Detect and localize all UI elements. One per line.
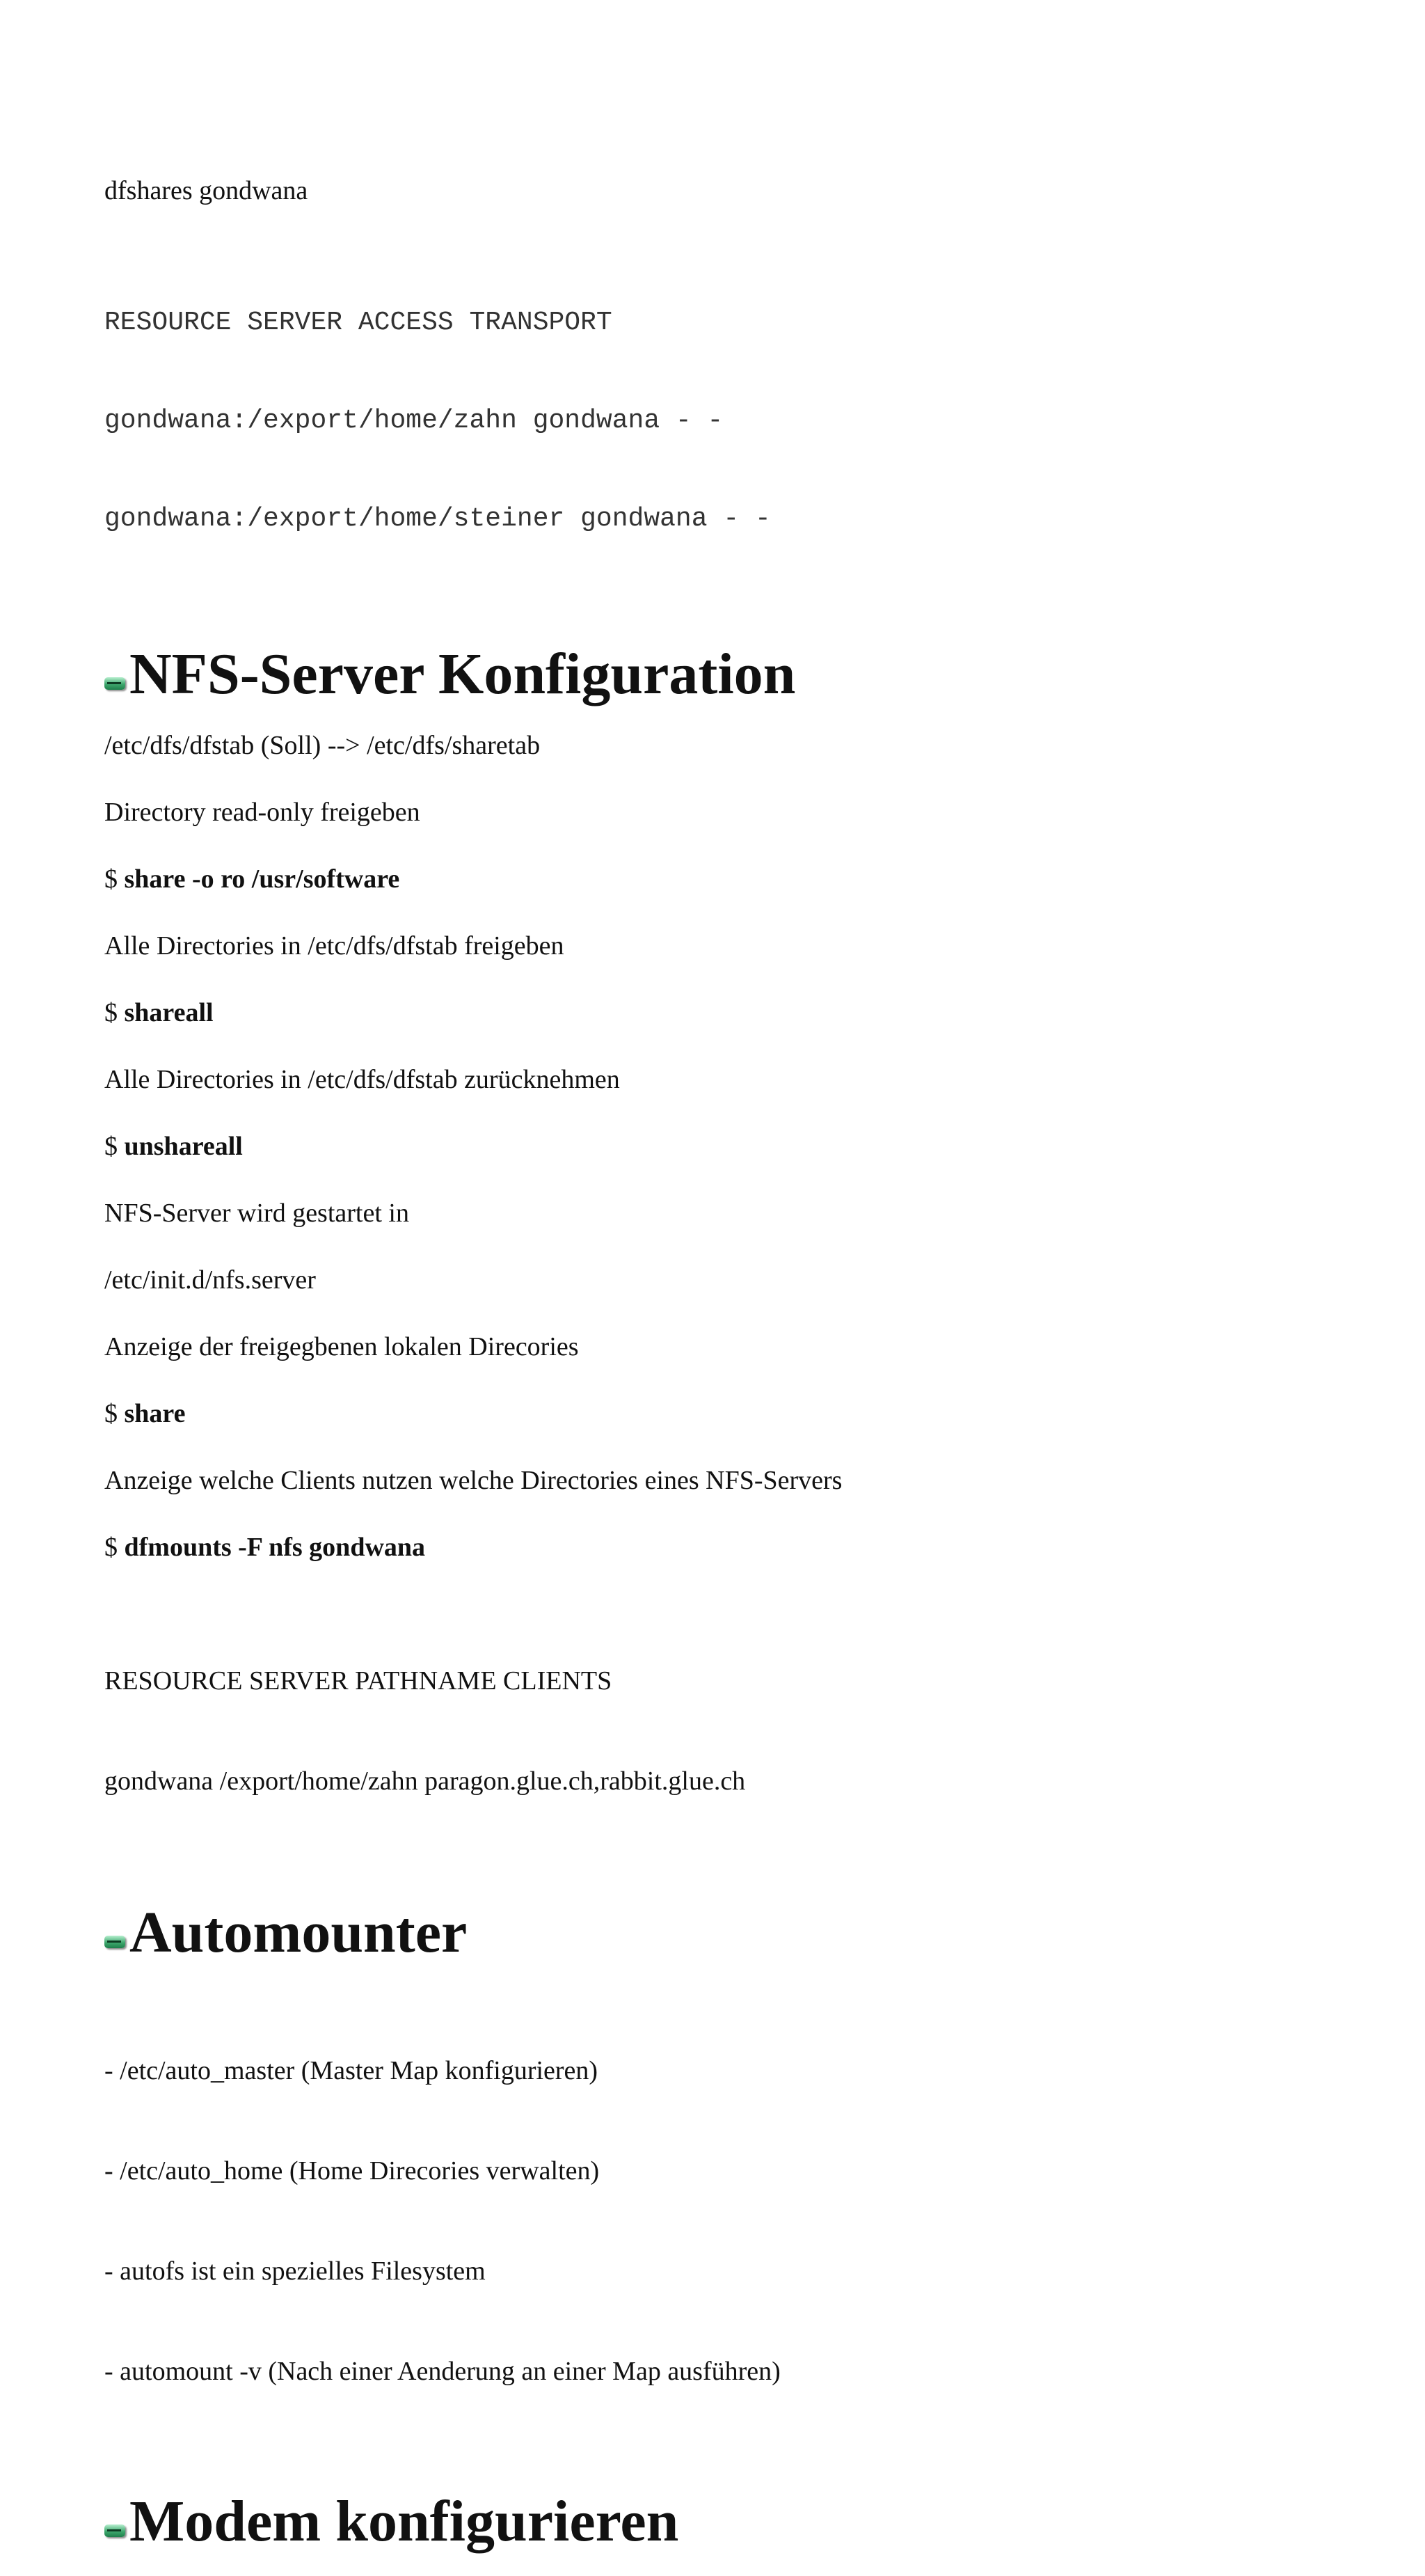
dfshares-output — [104, 241, 1322, 601]
heading-text: NFS-Server Konfiguration — [129, 642, 796, 706]
command-text: shareall — [124, 998, 214, 1027]
section-heading-nfs — [104, 640, 1322, 709]
command-text: unshareall — [124, 1132, 243, 1161]
list-item: - /etc/auto_home (Home Direcories verwalten) — [104, 2156, 600, 2186]
prompt: $ — [104, 1132, 125, 1161]
green-bullet-icon — [104, 677, 125, 690]
output-line: RESOURCE SERVER ACCESS TRANSPORT — [104, 308, 612, 338]
command-text: dfmounts -F nfs gondwana — [124, 1533, 426, 1562]
section-heading-automounter — [104, 1898, 1322, 1968]
shareall-command — [104, 996, 1322, 1029]
command-text: share -o ro /usr/software — [124, 864, 400, 894]
readonly-label: Directory read-only freigeben — [104, 798, 420, 827]
clients-label: Anzeige welche Clients nutzen welche Directories eines NFS-Servers — [104, 1466, 843, 1495]
heading-text: Automounter — [129, 1900, 468, 1965]
prompt: $ — [104, 1399, 125, 1428]
unshareall-command — [104, 1130, 1322, 1163]
output-line: gondwana:/export/home/steiner gondwana - - — [104, 504, 771, 534]
list-item: - automount -v (Nach einer Aenderung an einer Map ausführen) — [104, 2357, 781, 2386]
share-label: Anzeige der freigegbenen lokalen Direcories — [104, 1332, 579, 1361]
nfs-start-path: /etc/init.d/nfs.server — [104, 1265, 316, 1295]
nfs-start-label: NFS-Server wird gestartet in — [104, 1199, 409, 1228]
document-page — [104, 174, 1322, 2576]
share-command — [104, 1397, 1322, 1430]
dfmounts-command — [104, 1531, 1322, 1564]
prompt: $ — [104, 1533, 125, 1562]
dfmounts-output — [104, 1597, 1322, 1865]
dfshares-command-text: dfshares gondwana — [104, 176, 308, 205]
prompt: $ — [104, 998, 125, 1027]
section-heading-modem — [104, 2487, 1322, 2557]
heading-text: Modem konfigurieren — [129, 2489, 679, 2554]
output-line: gondwana:/export/home/zahn gondwana - - — [104, 406, 724, 436]
prompt: $ — [104, 864, 125, 894]
green-bullet-icon — [104, 1936, 125, 1948]
list-item: - autofs ist ein spezielles Filesystem — [104, 2257, 486, 2286]
dfstab-line: /etc/dfs/dfstab (Soll) --> /etc/dfs/sharetab — [104, 731, 541, 760]
green-bullet-icon — [104, 2524, 125, 2537]
output-line: RESOURCE SERVER PATHNAME CLIENTS — [104, 1666, 612, 1696]
output-line: gondwana /export/home/zahn paragon.glue.ch,rabbit.glue.ch — [104, 1767, 746, 1796]
readonly-command — [104, 862, 1322, 896]
automounter-list — [104, 1987, 1322, 2455]
shareall-label: Alle Directories in /etc/dfs/dfstab freigeben — [104, 931, 564, 961]
list-item: - /etc/auto_master (Master Map konfigurieren) — [104, 2056, 598, 2085]
command-text: share — [124, 1399, 186, 1428]
unshareall-label: Alle Directories in /etc/dfs/dfstab zurücknehmen — [104, 1065, 620, 1094]
